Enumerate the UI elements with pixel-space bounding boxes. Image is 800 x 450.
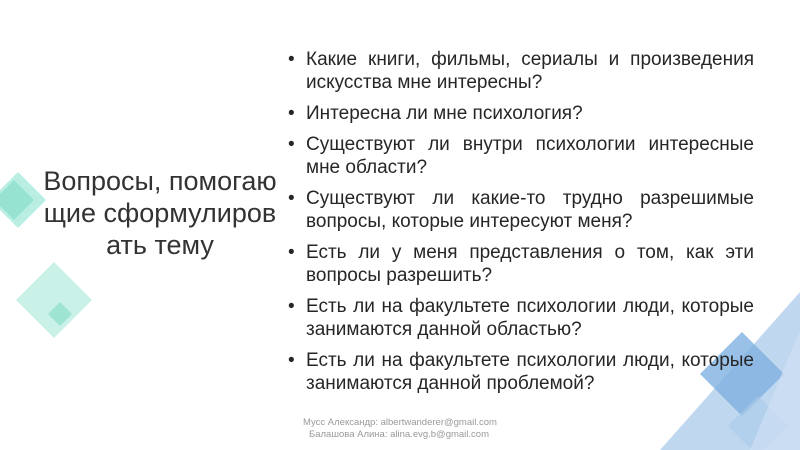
bullet-item: • Существуют ли внутри психологии интересные мне области? — [284, 133, 754, 179]
bullet-item: • Какие книги, фильмы, сериалы и произведения искусства мне интересны? — [284, 48, 754, 94]
footer-credits — [303, 417, 497, 441]
bullet-item: • Есть ли на факультете психологии люди, которые занимаются данной областью? — [284, 295, 754, 341]
bullet-item: • Интересна ли мне психология? — [284, 102, 754, 125]
slide-title: Вопросы, помогающие сформулировать тему — [43, 166, 277, 260]
footer-line: Мусс Александр: albertwanderer@gmail.com — [303, 417, 497, 428]
footer-line: Балашова Алина: alina.evg.b@gmail.com — [309, 429, 489, 440]
bullet-item: • Есть ли у меня представления о том, как эти вопросы разрешить? — [284, 241, 754, 287]
teal-diamond-shape — [16, 262, 92, 338]
bullet-list — [284, 48, 754, 403]
bullet-item: • Существуют ли какие-то трудно разрешимые вопросы, которые интересуют меня? — [284, 187, 754, 233]
bullet-item: • Есть ли на факультете психологии люди, которые занимаются данной проблемой? — [284, 349, 754, 395]
